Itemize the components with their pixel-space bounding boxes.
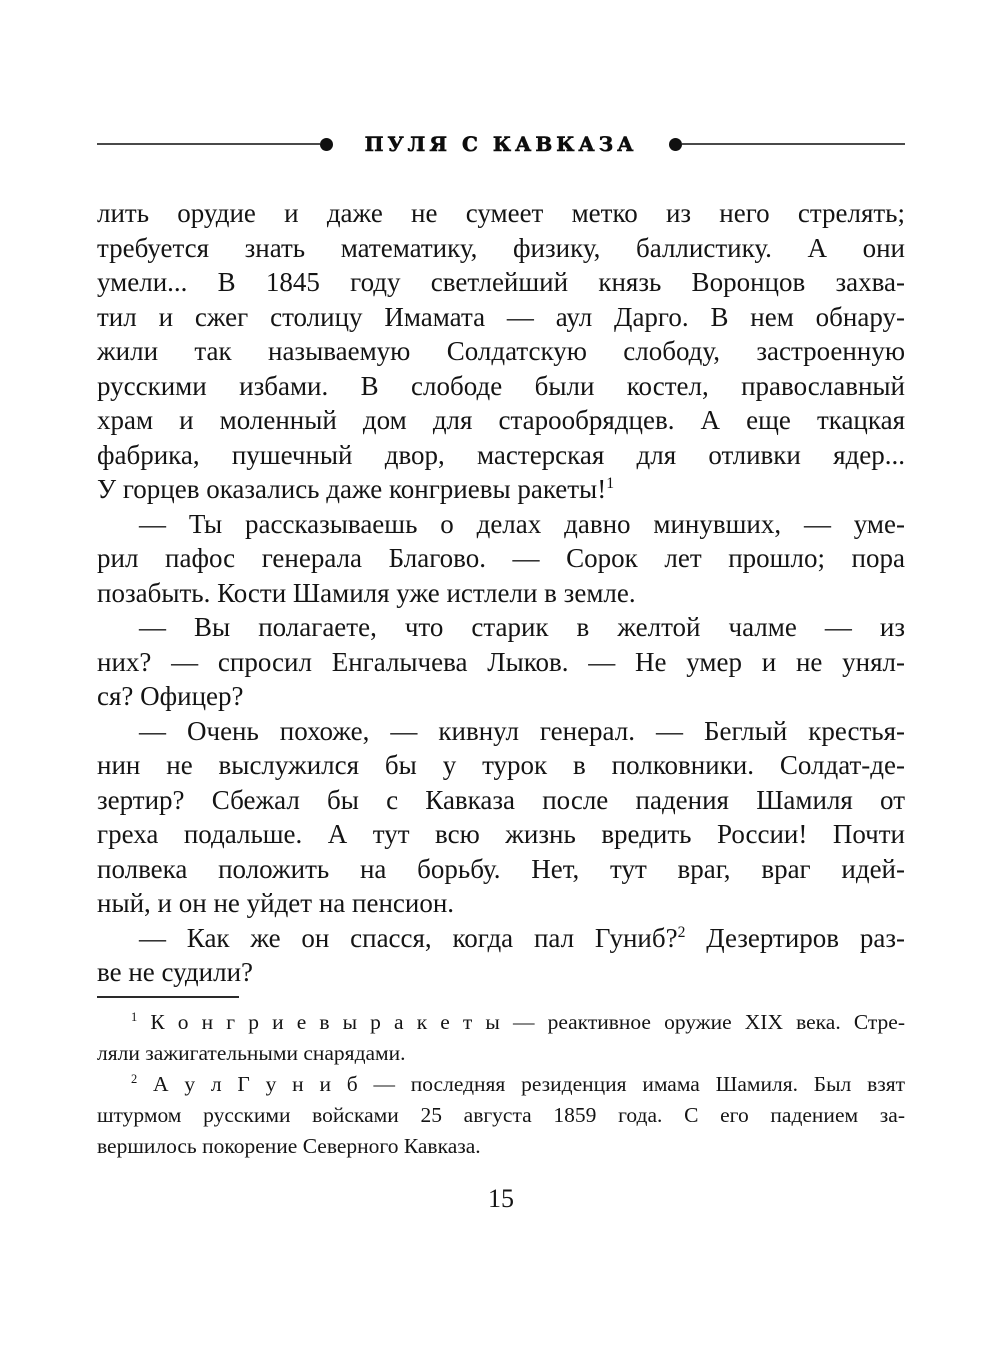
text-line: вершилось покорение Северного Кавказа. — [97, 1133, 481, 1158]
running-head-title: ПУЛЯ С КАВКАЗА — [364, 132, 638, 156]
page-content — [97, 0, 905, 1214]
running-head — [97, 132, 905, 156]
text-line: умели... В 1845 году светлейший князь Воронцов захва- — [97, 267, 905, 297]
footnote — [97, 1069, 905, 1162]
text-line: них? — спросил Енгалычева Лыков. — Не умер и не унял- — [97, 646, 905, 677]
text-line: У горцев оказались даже конгриевы ракеты!$^1$ — [97, 474, 615, 504]
paragraph — [97, 507, 905, 611]
text-line: ся? Офицер? — [97, 681, 244, 711]
text-line: нин не выслужился бы у турок в полковники. Солдат-де- — [97, 750, 905, 780]
footnote-divider — [97, 996, 239, 998]
text-line: лить орудие и даже не сумеет метко из него стрелять; — [97, 198, 905, 228]
text-line: тил и сжег столицу Имамата — аул Дарго. В нем обнару- — [97, 301, 905, 332]
text-line: $^1$ К о н г р и е в ы р а к е т ы — реактивное оружие XIX века. Стре- — [131, 1009, 905, 1034]
header-rule-right — [682, 143, 905, 145]
paragraph — [97, 610, 905, 714]
paragraph — [97, 196, 905, 507]
header-dot-right — [669, 138, 682, 151]
text-line: ный, и он не уйдет на пенсион. — [97, 888, 455, 918]
text-line: фабрика, пушечный двор, мастерская для отливки ядер... — [97, 439, 905, 470]
paragraph — [97, 921, 905, 990]
text-line: — Как же он спасся, когда пал Гуниб?$^2$ Дезертиров раз- — [139, 922, 905, 953]
text-line: — Очень похоже, — кивнул генерал. — Беглый крестья- — [139, 715, 905, 746]
text-line: русскими избами. В слободе были костел, православный — [97, 370, 905, 401]
header-dot-left — [320, 138, 333, 151]
text-line: позабыть. Кости Шамиля уже истлели в земле. — [97, 577, 636, 608]
paragraph — [97, 714, 905, 921]
text-line: $^2$ А у л Г у н и б — последняя резиденция имама Шамиля. Был взят — [131, 1071, 905, 1096]
text-line: храм и моленный дом для старообрядцев. А еще ткацкая — [97, 405, 905, 435]
text-line: ляли зажигательными снарядами. — [97, 1040, 406, 1065]
page-number: 15 — [488, 1183, 514, 1213]
body-text — [97, 196, 905, 990]
footnote — [97, 1007, 905, 1069]
text-line: — Вы полагаете, что старик в желтой чалме — из — [139, 612, 905, 642]
text-line: ве не судили? — [97, 957, 254, 987]
text-line: рил пафос генерала Благово. — Сорок лет прошло; пора — [97, 543, 905, 573]
text-line: полвека положить на борьбу. Нет, тут враг, враг идей- — [97, 853, 905, 884]
text-line: греха подальше. А тут всю жизнь вредить России! Почти — [97, 819, 905, 849]
text-line: — Ты рассказываешь о делах давно минувших, — уме- — [139, 508, 905, 539]
text-line: жили так называемую Солдатскую слободу, застроенную — [97, 336, 905, 366]
text-line: штурмом русскими войсками 25 августа 1859 года. С его падением за- — [97, 1102, 905, 1127]
footnotes — [97, 1007, 905, 1162]
header-rule-left — [97, 143, 320, 145]
text-line: зертир? Сбежал бы с Кавказа после падения Шамиля от — [97, 784, 905, 815]
text-line: требуется знать математику, физику, баллистику. А они — [97, 232, 905, 263]
